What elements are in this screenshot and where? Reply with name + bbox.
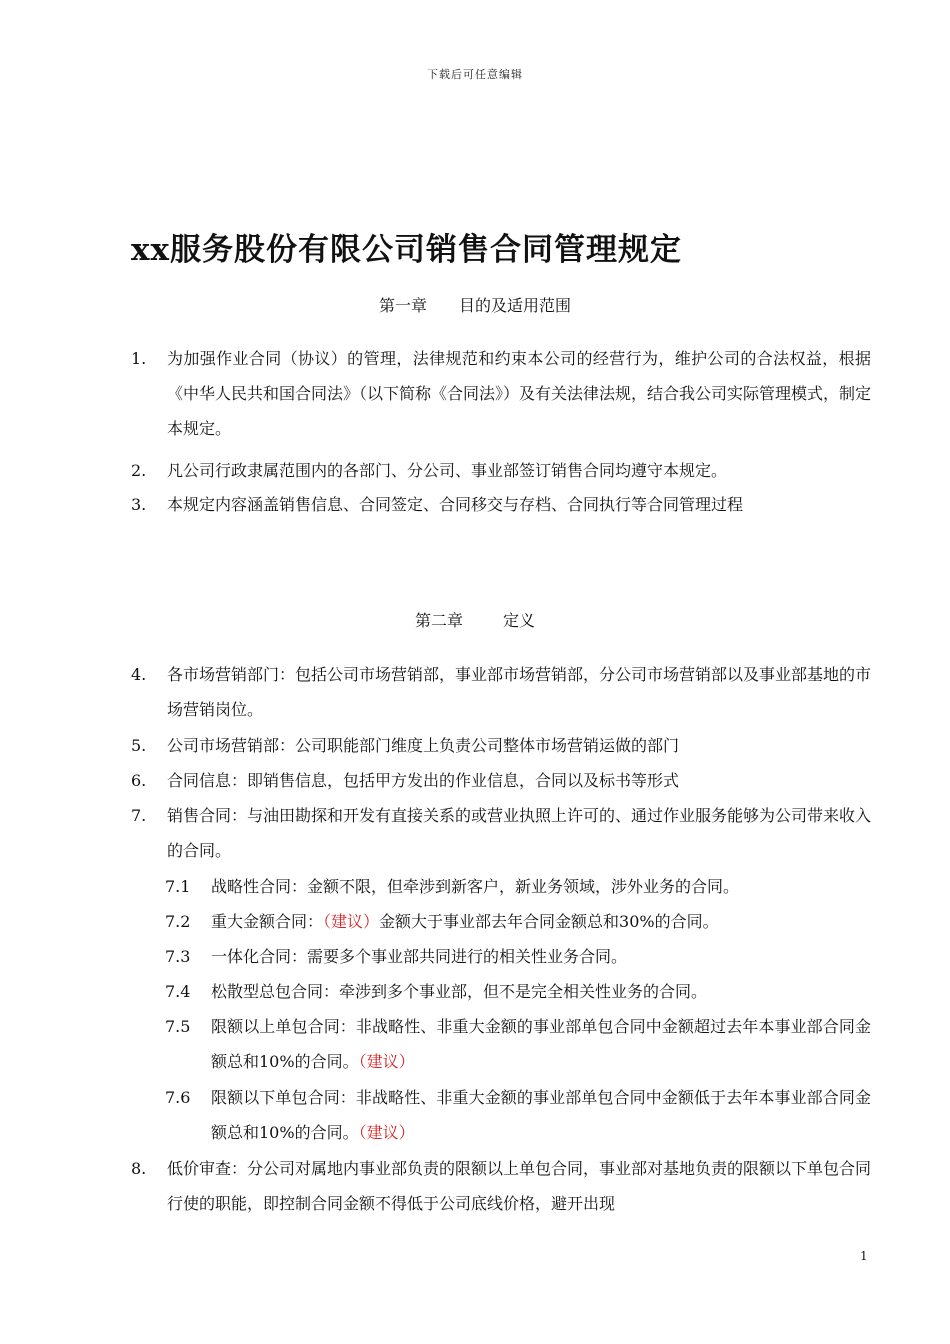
list-item (131, 1151, 871, 1221)
sub-item-number: 7.6 (165, 1088, 191, 1107)
list-item (131, 798, 871, 868)
sub-item-number: 7.5 (165, 1017, 191, 1036)
document-title: xx服务股份有限公司销售合同管理规定 (131, 232, 682, 268)
sub-item-text-body: 限额以下单包合同：非战略性、非重大金额的事业部单包合同中金额低于去年本事业部合同金额总和10%的合同。 (211, 1088, 871, 1142)
item-number: 2. (131, 461, 147, 480)
chapter-1-label: 第一章 (378, 296, 427, 315)
list-item (131, 657, 871, 727)
item-number: 7. (131, 806, 147, 825)
item-number: 5. (131, 736, 147, 755)
item-number: 8. (131, 1159, 147, 1178)
page-number: 1 (860, 1249, 868, 1263)
list-item (131, 728, 871, 763)
sub-list-item (165, 1009, 871, 1079)
item-text: 低价审查：分公司对属地内事业部负责的限额以上单包合同，事业部对基地负责的限额以下单包合同行使的职能，即控制合同金额不得低于公司底线价格，避开出现 (167, 1159, 872, 1213)
sub-item-text (165, 1080, 871, 1150)
sub-item-text: 战略性合同：金额不限，但牵涉到新客户，新业务领域，涉外业务的合同。 (211, 877, 740, 896)
sub-list-item (165, 939, 871, 974)
chapter-2-name: 定义 (503, 611, 536, 630)
sub-list-item (165, 904, 871, 939)
item-text: 销售合同：与油田勘探和开发有直接关系的或营业执照上许可的、通过作业服务能够为公司带来收入的合同。 (167, 806, 872, 860)
suggestion-tag: （建议） (358, 1123, 415, 1142)
item-number: 3. (131, 495, 147, 514)
sub-item-text (165, 1009, 871, 1079)
sub-list-item (165, 869, 871, 904)
chapter-1-name: 目的及适用范围 (459, 296, 572, 315)
sub-item-text-body: 限额以上单包合同：非战略性、非重大金额的事业部单包合同中金额超过去年本事业部合同金额总和10%的合同。 (211, 1017, 871, 1071)
sub-item-text-post: 金额大于事业部去年合同金额总和30%的合同。 (379, 912, 719, 931)
item-text: 合同信息：即销售信息，包括甲方发出的作业信息，合同以及标书等形式 (167, 771, 680, 790)
item-number: 1. (131, 349, 147, 368)
sub-item-number: 7.4 (165, 982, 191, 1001)
chapter-1-heading (0, 293, 950, 316)
list-item (131, 341, 871, 446)
item-text: 凡公司行政隶属范围内的各部门、分公司、事业部签订销售合同均遵守本规定。 (167, 461, 728, 480)
sub-item-text: 松散型总包合同：牵涉到多个事业部，但不是完全相关性业务的合同。 (211, 982, 708, 1001)
sub-list-item (165, 974, 871, 1009)
header-note: 下载后可任意编辑 (427, 68, 523, 81)
suggestion-tag: （建议） (323, 912, 380, 931)
item-text: 为加强作业合同（协议）的管理，法律规范和约束本公司的经营行为，维护公司的合法权益，根据《中华人民共和国合同法》（以下简称《合同法》）及有关法律法规，结合我公司实际管理模式，制定本规定。 (167, 349, 872, 438)
sub-item-number: 7.2 (165, 912, 191, 931)
sub-item-number: 7.1 (165, 877, 191, 896)
item-text: 公司市场营销部：公司职能部门维度上负责公司整体市场营销运做的部门 (167, 736, 680, 755)
sub-item-number: 7.3 (165, 947, 191, 966)
sub-item-text (165, 904, 871, 939)
chapter-2-label: 第二章 (414, 611, 463, 630)
list-item (131, 763, 871, 798)
item-text: 本规定内容涵盖销售信息、合同签定、合同移交与存档、合同执行等合同管理过程 (167, 495, 744, 514)
sub-item-text-pre: 重大金额合同： (211, 912, 324, 931)
item-text: 各市场营销部门：包括公司市场营销部，事业部市场营销部，分公司市场营销部以及事业部基地的市场营销岗位。 (167, 665, 872, 719)
list-item (131, 487, 871, 522)
sub-list-item (165, 1080, 871, 1150)
sub-item-text: 一体化合同：需要多个事业部共同进行的相关性业务合同。 (211, 947, 628, 966)
item-number: 4. (131, 665, 147, 684)
suggestion-tag: （建议） (358, 1052, 415, 1071)
item-number: 6. (131, 771, 147, 790)
chapter-2-heading (0, 608, 950, 631)
list-item (131, 453, 871, 488)
